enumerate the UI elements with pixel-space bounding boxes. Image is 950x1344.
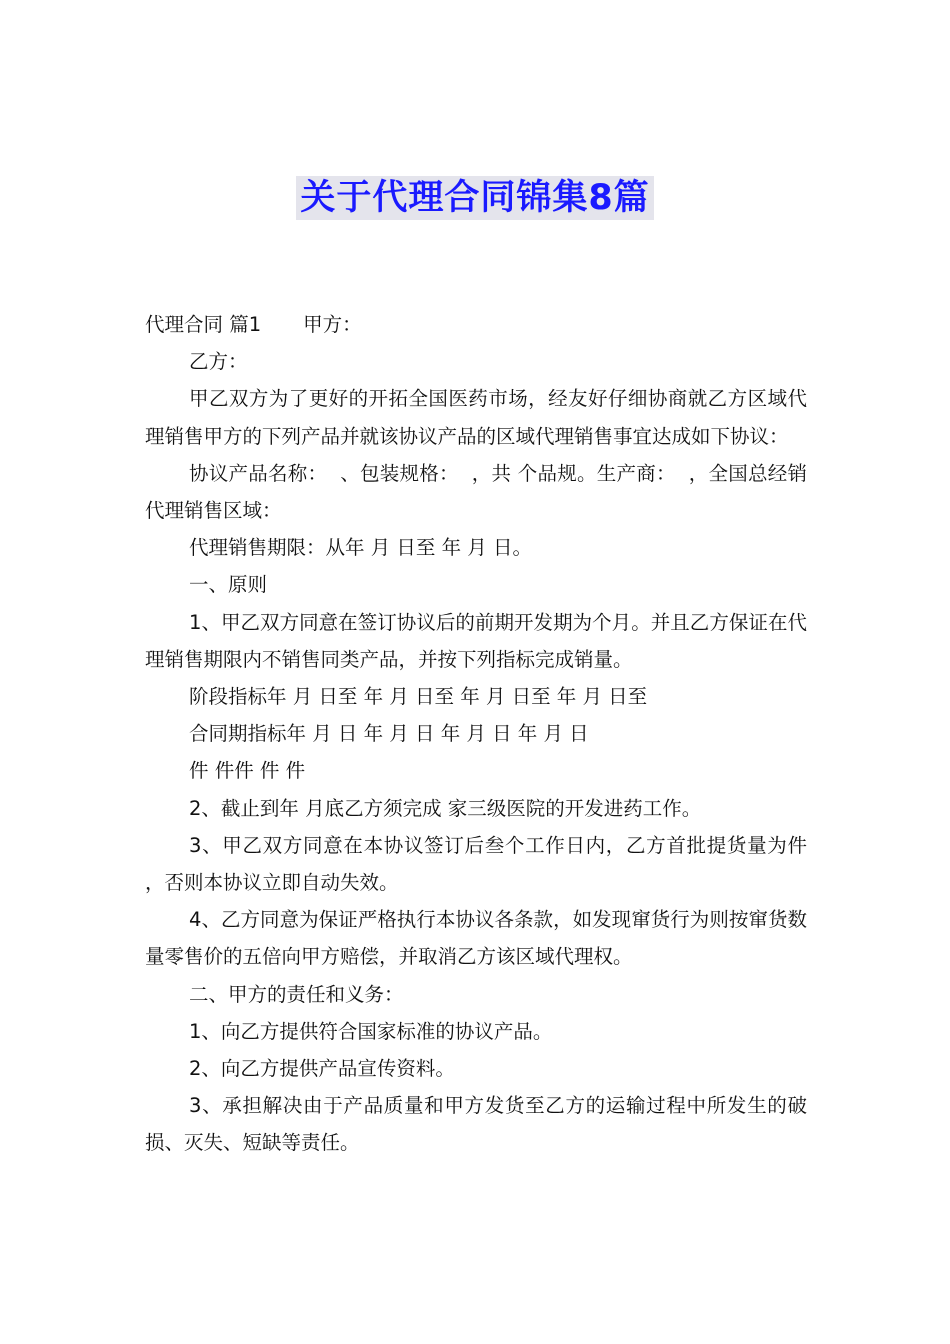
paragraph: 3、承担解决由于产品质量和甲方发货至乙方的运输过程中所发生的破损、灭失、短缺等责任。 xyxy=(145,1094,807,1155)
paragraph: 1、甲乙双方同意在签订协议后的前期开发期为个月。并且乙方保证在代理销售期限内不销售同类产品，并按下列指标完成销量。 xyxy=(145,610,807,671)
document-title: 关于代理合同锦集8篇 xyxy=(296,176,653,220)
paragraph: 甲乙双方为了更好的开拓全国医药市场，经友好仔细协商就乙方区域代理销售甲方的下列产品并就该协议产品的区域代理销售事宜达成如下协议： xyxy=(145,387,807,448)
party-a-label: 甲方： xyxy=(303,313,362,336)
paragraph: 4、乙方同意为保证严格执行本协议各条款，如发现窜货行为则按窜货数量零售价的五倍向甲方赔偿，并取消乙方该区域代理权。 xyxy=(145,908,807,969)
paragraph: 2、向乙方提供产品宣传资料。 xyxy=(189,1057,455,1081)
document-body xyxy=(145,306,814,1162)
paragraph: 协议产品名称： 、包装规格： ，共 个品规。生产商： ，全国总经销代理销售区域： xyxy=(145,461,807,523)
section-heading: 代理合同 篇1 xyxy=(145,313,262,336)
paragraph: 1、向乙方提供符合国家标准的协议产品。 xyxy=(189,1019,553,1043)
paragraph: 3、甲乙双方同意在本协议签订后叁个工作日内，乙方首批提货量为件 ，否则本协议立即自动失效。 xyxy=(145,833,814,895)
section-heading: 二、甲方的责任和义务： xyxy=(189,982,404,1006)
paragraph: 2、截止到年 月底乙方须完成 家三级医院的开发进药工作。 xyxy=(189,796,702,820)
paragraph: 阶段指标年 月 日至 年 月 日至 年 月 日至 年 月 日至 xyxy=(189,685,648,709)
paragraph: 件 件件 件 件 xyxy=(189,759,306,783)
party-b-label: 乙方： xyxy=(189,350,248,374)
paragraph: 合同期指标年 月 日 年 月 日 年 月 日 年 月 日 xyxy=(189,722,589,746)
paragraph: 代理销售期限：从年 月 日至 年 月 日。 xyxy=(189,536,532,560)
title-container xyxy=(0,176,950,220)
section-heading-line xyxy=(145,306,807,343)
section-heading: 一、原则 xyxy=(189,573,268,597)
